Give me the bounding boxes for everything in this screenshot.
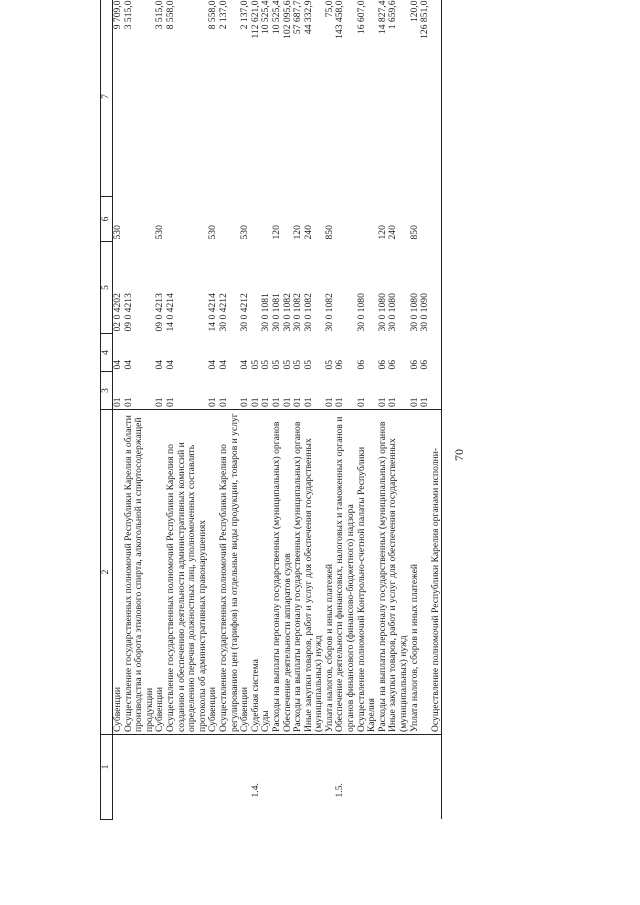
- row-expense-type: [113, 197, 124, 242]
- row-name: Субвенции: [240, 410, 251, 735]
- row-number: [113, 735, 124, 820]
- row-amount: [431, 0, 442, 197]
- header-col-3: 3: [101, 372, 113, 410]
- row-target-article: [304, 242, 325, 334]
- row-section: [219, 372, 240, 410]
- row-amount: [378, 0, 389, 197]
- row-section-line: 01: [154, 397, 166, 407]
- row-subsection-line: 06: [376, 359, 388, 370]
- row-amount-line: 8 558,0: [207, 0, 219, 30]
- row-amount-line: 75,0: [323, 0, 335, 18]
- row-target-article: [219, 242, 240, 334]
- row-expense-type-line: 240: [387, 225, 399, 240]
- row-name: Расходы на выплаты персоналу государственных (муниципальных) органов: [272, 410, 283, 735]
- row-name: Осуществление полномочий Республики Карелия органами исполни-: [431, 410, 442, 735]
- table-row: [251, 0, 262, 820]
- row-amount-line: 112 621,0: [249, 0, 261, 39]
- row-section-line: 01: [270, 397, 282, 407]
- row-amount: [272, 0, 283, 197]
- row-amount-line: 3 515,0: [154, 0, 166, 30]
- row-target-article-line: 30 0 1081: [260, 293, 272, 332]
- row-target-article-line: 14 0 4214: [164, 293, 176, 332]
- row-section: [124, 372, 156, 410]
- row-section-line: 01: [292, 397, 304, 407]
- row-name: Обеспечение деятельности финансовых, налоговых и таможенных органов и органов финансового (финансово-бюджетного) надзора: [335, 410, 356, 735]
- row-expense-type: [251, 197, 262, 242]
- table-row: [388, 0, 409, 820]
- row-number: [261, 735, 272, 820]
- row-name: Обеспечение деятельности аппаратов судов: [283, 410, 294, 735]
- row-section-line: 01: [122, 397, 134, 407]
- row-number: [283, 735, 294, 820]
- row-section: [410, 372, 431, 410]
- table-row: [431, 0, 442, 820]
- row-section: [335, 372, 356, 410]
- row-target-article: [431, 242, 442, 334]
- header-col-2: 2: [101, 410, 113, 735]
- row-number: [378, 735, 389, 820]
- row-amount: [124, 0, 156, 197]
- row-name: Осуществление государственных полномочий Республики Карелия по регулированию цен (тарифов) на отдельные виды продукции, товаров и услуг: [219, 410, 240, 735]
- row-target-article-line: 30 0 4212: [217, 293, 229, 332]
- row-section-line: 01: [112, 397, 123, 407]
- row-expense-type-line: 530: [207, 225, 219, 240]
- row-target-article-line: 30 0 4212: [239, 293, 251, 332]
- row-subsection-line: 06: [419, 359, 431, 370]
- row-target-article-line: 30 0 1080: [387, 293, 399, 332]
- row-target-article-line: 30 0 1080: [376, 293, 388, 332]
- table-row: [166, 0, 208, 820]
- row-expense-type: [240, 197, 251, 242]
- table-header: [101, 0, 113, 820]
- row-expense-type-line: 240: [302, 225, 314, 240]
- row-number: [357, 735, 378, 820]
- row-name: Уплата налогов, сборов и иных платежей: [410, 410, 431, 735]
- row-expense-type: [208, 197, 219, 242]
- budget-table: [100, 0, 442, 820]
- row-target-article-line: 02 0 4202: [112, 293, 123, 332]
- row-expense-type: [410, 197, 431, 242]
- row-subsection-line: 05: [281, 359, 293, 370]
- row-subsection-line: 06: [408, 359, 420, 370]
- row-number: [431, 735, 442, 820]
- row-subsection-line: 06: [355, 359, 367, 370]
- table-row: [272, 0, 283, 820]
- row-subsection: [357, 334, 378, 372]
- row-target-article: [124, 242, 156, 334]
- row-number: [219, 735, 240, 820]
- page-number: 70: [452, 449, 466, 461]
- row-number: 1.5.: [334, 783, 346, 798]
- header-col-4: 4: [101, 334, 113, 372]
- table-body: [113, 0, 442, 820]
- table-row: [219, 0, 240, 820]
- table-row: [124, 0, 156, 820]
- row-subsection-line: 04: [217, 359, 229, 370]
- row-section-line: 01: [376, 397, 388, 407]
- row-section: [357, 372, 378, 410]
- row-section-line: 01: [355, 397, 367, 407]
- row-target-article-line: 30 0 1080: [355, 293, 367, 332]
- row-target-article-line: 30 0 1082: [302, 293, 314, 332]
- row-target-article-line: 30 0 1080: [408, 293, 420, 332]
- row-target-article-line: 30 0 1090: [419, 293, 431, 332]
- row-target-article: [240, 242, 251, 334]
- row-subsection-line: 05: [270, 359, 282, 370]
- row-section-line: 01: [408, 397, 420, 407]
- row-target-article-line: 09 0 4213: [154, 293, 166, 332]
- row-name: Расходы на выплаты персоналу государственных (муниципальных) органов: [293, 410, 304, 735]
- row-number: [325, 735, 336, 820]
- row-number: [410, 735, 431, 820]
- table-row: [113, 0, 124, 820]
- row-subsection-line: 04: [112, 359, 123, 370]
- row-expense-type: [431, 197, 442, 242]
- row-amount-line: 10 525,4: [270, 0, 282, 35]
- row-name: Осуществление государственных полномочий Республики Карелия в области производства и оборота этилового спирта, алкогольной и спиртосодержащей продукции: [124, 410, 156, 735]
- row-name: Судебная система: [251, 410, 262, 735]
- row-amount-line: 3 515,0: [122, 0, 134, 30]
- row-amount: [388, 0, 409, 197]
- row-number: [304, 735, 325, 820]
- row-expense-type: [357, 197, 378, 242]
- row-number: 1.4.: [249, 783, 261, 798]
- row-section-line: 01: [249, 397, 261, 407]
- row-amount-line: 10 525,4: [260, 0, 272, 35]
- row-expense-type: [166, 197, 208, 242]
- row-expense-type: [124, 197, 156, 242]
- row-subsection: [113, 334, 124, 372]
- row-amount: [410, 0, 431, 197]
- row-subsection-line: 06: [334, 359, 346, 370]
- row-amount: [113, 0, 124, 197]
- row-subsection-line: 05: [249, 359, 261, 370]
- row-amount-line: 44 332,9: [302, 0, 314, 35]
- row-number: [166, 735, 208, 820]
- row-name: Уплата налогов, сборов и иных платежей: [325, 410, 336, 735]
- row-subsection-line: 05: [292, 359, 304, 370]
- row-subsection: [124, 334, 156, 372]
- row-name: Иные закупки товаров, работ и услуг для обеспечения государственных (муниципальных) нужд: [388, 410, 409, 735]
- header-row: [101, 0, 113, 820]
- row-expense-type: [155, 197, 166, 242]
- row-expense-type-line: 120: [292, 225, 304, 240]
- row-section-line: 01: [302, 397, 314, 407]
- row-number: [208, 735, 219, 820]
- row-section-line: 01: [207, 397, 219, 407]
- row-subsection: [272, 334, 283, 372]
- row-amount: [357, 0, 378, 197]
- row-amount: [208, 0, 219, 197]
- row-amount-line: 9 709,0: [112, 0, 123, 30]
- row-amount-line: 2 137,0: [217, 0, 229, 30]
- row-subsection: [335, 334, 356, 372]
- row-expense-type-line: 120: [270, 225, 282, 240]
- row-amount-line: 126 851,0: [419, 0, 431, 39]
- row-section-line: 01: [334, 397, 346, 407]
- row-amount-line: 120,0: [408, 0, 420, 23]
- row-subsection: [388, 334, 409, 372]
- row-amount: [335, 0, 356, 197]
- row-expense-type-line: 120: [376, 225, 388, 240]
- row-target-article-line: 30 0 1082: [292, 293, 304, 332]
- row-subsection: [431, 334, 442, 372]
- header-col-6: 6: [101, 197, 113, 242]
- row-amount-line: 14 827,4: [376, 0, 388, 35]
- header-col-7: 7: [101, 0, 113, 197]
- row-amount-line: 16 607,0: [355, 0, 367, 35]
- row-expense-type: [325, 197, 336, 242]
- row-expense-type-line: 530: [239, 225, 251, 240]
- row-expense-type: [304, 197, 325, 242]
- row-expense-type-line: 850: [323, 225, 335, 240]
- row-section: [113, 372, 124, 410]
- row-section-line: 01: [260, 397, 272, 407]
- row-expense-type: [335, 197, 356, 242]
- row-number: [293, 735, 304, 820]
- row-subsection-line: 04: [154, 359, 166, 370]
- row-target-article: [272, 242, 283, 334]
- row-amount: [219, 0, 240, 197]
- row-amount-line: 143 458,0: [334, 0, 346, 39]
- row-target-article-line: 30 0 1082: [323, 293, 335, 332]
- row-section: [166, 372, 208, 410]
- row-subsection-line: 04: [122, 359, 134, 370]
- row-subsection-line: 04: [164, 359, 176, 370]
- row-target-article: [410, 242, 431, 334]
- row-section-line: 01: [419, 397, 431, 407]
- row-subsection-line: 05: [302, 359, 314, 370]
- row-section: [272, 372, 283, 410]
- row-target-article: [166, 242, 208, 334]
- row-section-line: 01: [281, 397, 293, 407]
- row-name: Субвенции: [113, 410, 124, 735]
- row-amount: [304, 0, 325, 197]
- row-number: [124, 735, 156, 820]
- row-expense-type-line: 530: [112, 225, 123, 240]
- row-name: Иные закупки товаров, работ и услуг для обеспечения государственных (муниципальных) нужд: [304, 410, 325, 735]
- row-section: [431, 372, 442, 410]
- row-name: Осуществление государственных полномочий Республики Карелия по созданию и обеспечению деятельности административных комиссий и определению перечня должностных лиц, уполномоченных составлять протоколы об административных правонарушениях: [166, 410, 208, 735]
- row-subsection-line: 04: [207, 359, 219, 370]
- row-subsection-line: 05: [323, 359, 335, 370]
- table-row: [335, 0, 356, 820]
- row-section: [388, 372, 409, 410]
- row-target-article-line: 14 0 4214: [207, 293, 219, 332]
- row-amount-line: 1 659,6: [387, 0, 399, 30]
- row-name: Осуществление полномочий Контрольно-счетной палаты Республики Карелия: [357, 410, 378, 735]
- header-col-5: 5: [101, 242, 113, 334]
- row-section-line: 01: [217, 397, 229, 407]
- row-target-article-line: 09 0 4213: [122, 293, 134, 332]
- row-subsection-line: 05: [260, 359, 272, 370]
- row-target-article-line: 30 0 1081: [270, 293, 282, 332]
- row-expense-type: [272, 197, 283, 242]
- row-section-line: 01: [387, 397, 399, 407]
- row-number: [272, 735, 283, 820]
- row-target-article: [113, 242, 124, 334]
- row-name: Субвенции: [208, 410, 219, 735]
- row-name: Суды: [261, 410, 272, 735]
- row-section-line: 01: [164, 397, 176, 407]
- row-section-line: 01: [239, 397, 251, 407]
- row-subsection-line: 04: [239, 359, 251, 370]
- row-name: Расходы на выплаты персоналу государственных (муниципальных) органов: [378, 410, 389, 735]
- row-expense-type: [219, 197, 240, 242]
- row-number: [155, 735, 166, 820]
- row-expense-type-line: 850: [408, 225, 420, 240]
- row-subsection: [304, 334, 325, 372]
- row-number: [388, 735, 409, 820]
- row-target-article: [325, 242, 336, 334]
- table-row: [357, 0, 378, 820]
- row-target-article: [357, 242, 378, 334]
- row-amount-line: 2 137,0: [239, 0, 251, 30]
- table-row: [304, 0, 325, 820]
- table-row: [410, 0, 431, 820]
- row-expense-type-line: 530: [154, 225, 166, 240]
- row-target-article: [335, 242, 356, 334]
- row-target-article-line: 30 0 1082: [281, 293, 293, 332]
- row-target-article: [388, 242, 409, 334]
- header-col-1: 1: [101, 735, 113, 820]
- row-amount-line: 102 095,6: [281, 0, 293, 39]
- row-section: [304, 372, 325, 410]
- row-number: [240, 735, 251, 820]
- row-amount-line: 57 687,7: [292, 0, 304, 35]
- row-name: Субвенции: [155, 410, 166, 735]
- row-amount: [155, 0, 166, 197]
- row-expense-type: [388, 197, 409, 242]
- row-subsection-line: 06: [387, 359, 399, 370]
- row-subsection: [219, 334, 240, 372]
- row-amount-line: 8 558,0: [164, 0, 176, 30]
- row-section-line: 01: [323, 397, 335, 407]
- row-subsection: [166, 334, 208, 372]
- row-amount: [166, 0, 208, 197]
- row-subsection: [410, 334, 431, 372]
